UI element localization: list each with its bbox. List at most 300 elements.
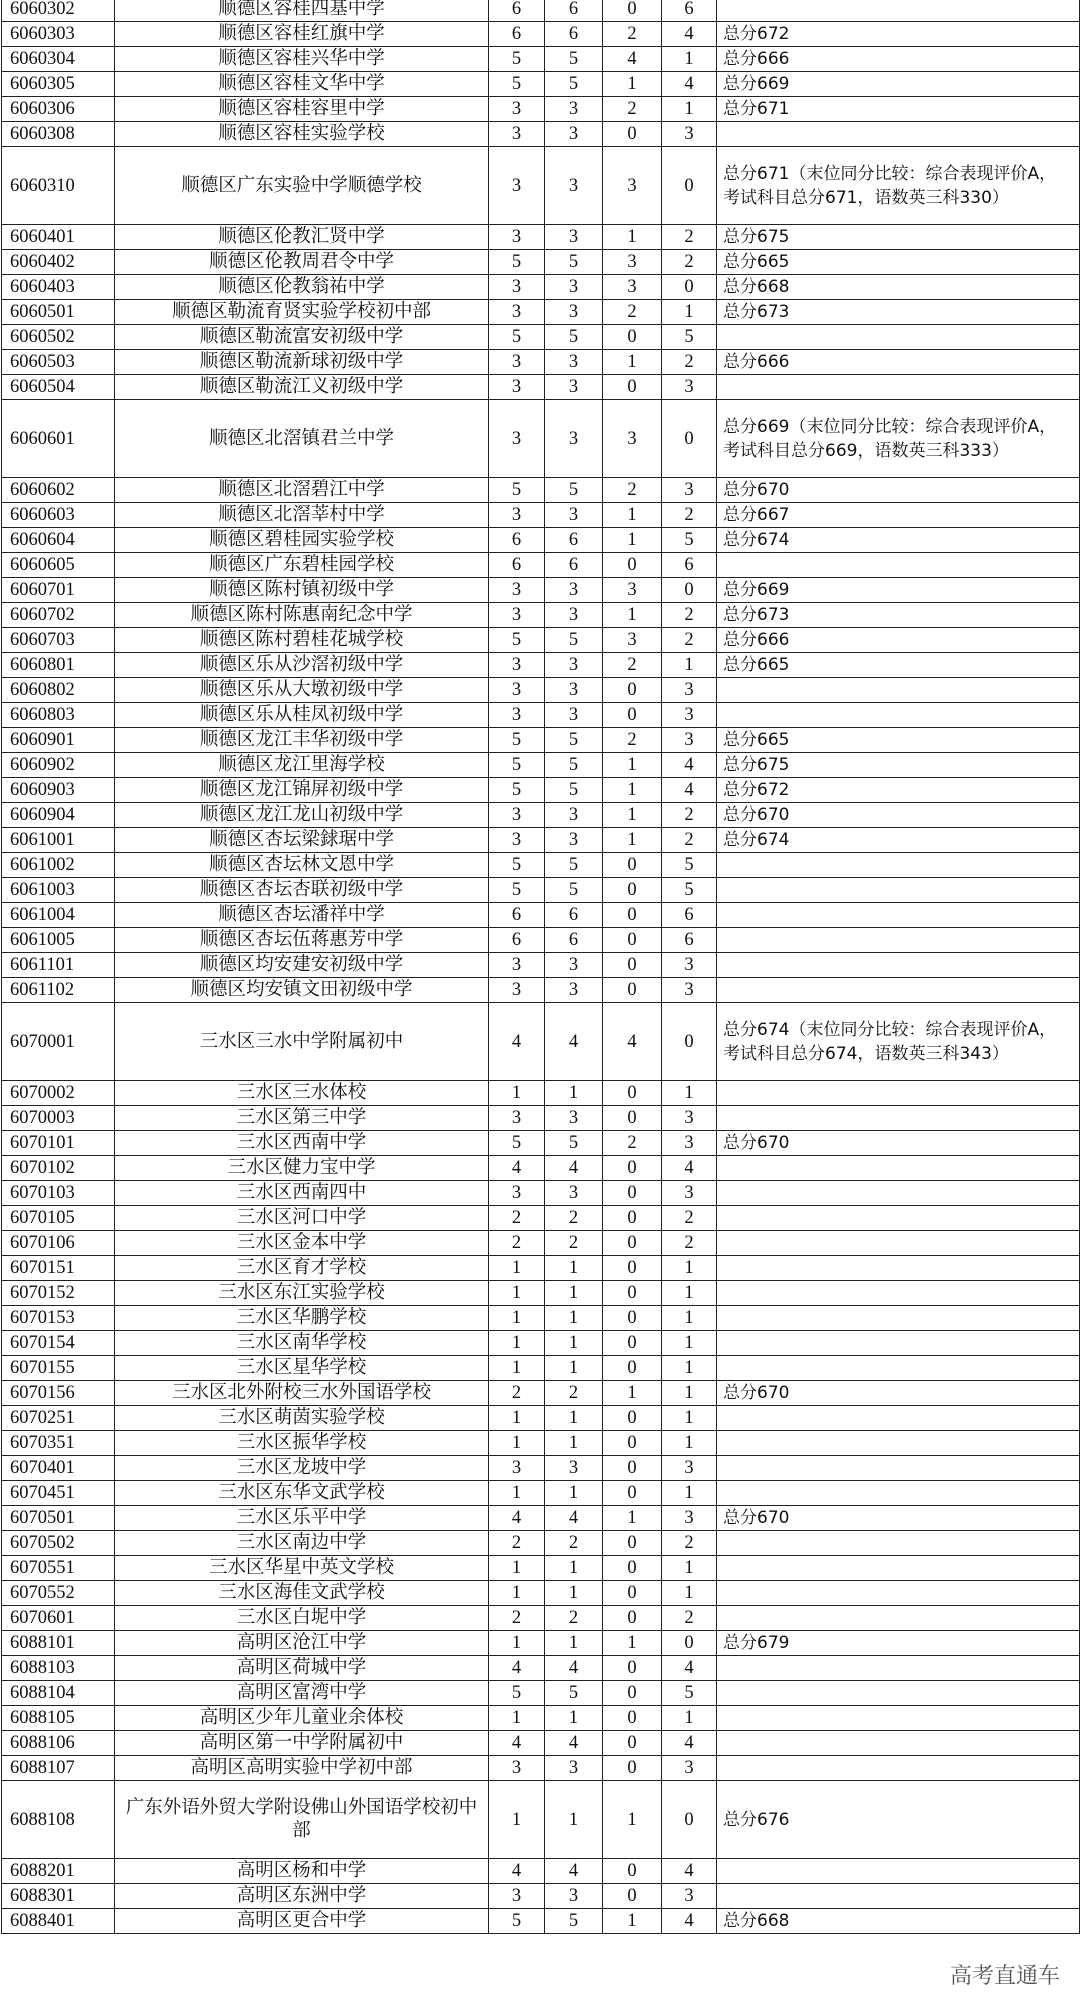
admitted-count-b-cell: 3: [662, 1456, 717, 1481]
remark-cell: 总分670: [717, 803, 1080, 828]
remark-cell: 总分665: [717, 653, 1080, 678]
quota-cell: 3: [489, 803, 545, 828]
school-code-cell: 6060604: [2, 528, 115, 553]
admitted-count-a-cell: 1: [603, 1631, 662, 1656]
school-code-cell: 6060304: [2, 47, 115, 72]
admitted-count-b-cell: 1: [662, 1331, 717, 1356]
total-admitted-cell: 2: [545, 1231, 603, 1256]
quota-cell: 2: [489, 1231, 545, 1256]
admitted-count-a-cell: 3: [603, 275, 662, 300]
table-row: [2, 903, 1080, 928]
admitted-count-a-cell: 4: [603, 47, 662, 72]
total-admitted-cell: 2: [545, 1606, 603, 1631]
school-name-cell: 三水区华鹏学校: [115, 1306, 489, 1331]
school-code-cell: 6070153: [2, 1306, 115, 1331]
table-row: [2, 0, 1080, 22]
total-admitted-cell: 1: [545, 1256, 603, 1281]
admitted-count-a-cell: 2: [603, 97, 662, 122]
school-code-cell: 6060803: [2, 703, 115, 728]
school-name-cell: 顺德区容桂红旗中学: [115, 22, 489, 47]
admitted-count-b-cell: 3: [662, 1181, 717, 1206]
total-admitted-cell: 5: [545, 753, 603, 778]
total-admitted-cell: 1: [545, 1581, 603, 1606]
quota-cell: 3: [489, 653, 545, 678]
table-row: [2, 1756, 1080, 1781]
table-row: [2, 1581, 1080, 1606]
school-code-cell: 6060302: [2, 0, 115, 22]
school-code-cell: 6070551: [2, 1556, 115, 1581]
remark-cell: [717, 325, 1080, 350]
quota-cell: 6: [489, 0, 545, 22]
quota-cell: 3: [489, 400, 545, 478]
school-name-cell: 顺德区陈村陈惠南纪念中学: [115, 603, 489, 628]
school-code-cell: 6070103: [2, 1181, 115, 1206]
admitted-count-a-cell: 1: [603, 350, 662, 375]
school-code-cell: 6088201: [2, 1859, 115, 1884]
remark-cell: 总分670: [717, 478, 1080, 503]
school-name-cell: 顺德区碧桂园实验学校: [115, 528, 489, 553]
school-name-cell: 顺德区伦教汇贤中学: [115, 225, 489, 250]
school-name-cell: 三水区星华学校: [115, 1356, 489, 1381]
school-code-cell: 6088107: [2, 1756, 115, 1781]
remark-cell: [717, 1656, 1080, 1681]
total-admitted-cell: 4: [545, 1859, 603, 1884]
total-admitted-cell: 2: [545, 1206, 603, 1231]
school-code-cell: 6070001: [2, 1003, 115, 1081]
total-admitted-cell: 3: [545, 122, 603, 147]
quota-cell: 6: [489, 553, 545, 578]
school-code-cell: 6060702: [2, 603, 115, 628]
total-admitted-cell: 1: [545, 1081, 603, 1106]
admitted-count-b-cell: 1: [662, 1481, 717, 1506]
admitted-count-a-cell: 0: [603, 1156, 662, 1181]
admitted-count-a-cell: 0: [603, 1206, 662, 1231]
quota-cell: 5: [489, 325, 545, 350]
admitted-count-a-cell: 0: [603, 325, 662, 350]
total-admitted-cell: 5: [545, 1131, 603, 1156]
school-code-cell: 6060802: [2, 678, 115, 703]
total-admitted-cell: 6: [545, 22, 603, 47]
total-admitted-cell: 1: [545, 1356, 603, 1381]
admitted-count-b-cell: 3: [662, 1106, 717, 1131]
quota-cell: 5: [489, 628, 545, 653]
school-name-cell: 三水区北外附校三水外国语学校: [115, 1381, 489, 1406]
admitted-count-a-cell: 1: [603, 828, 662, 853]
admitted-count-a-cell: 0: [603, 1581, 662, 1606]
table-row: [2, 1331, 1080, 1356]
total-admitted-cell: 1: [545, 1706, 603, 1731]
school-name-cell: 顺德区容桂四基中学: [115, 0, 489, 22]
admitted-count-b-cell: 1: [662, 1256, 717, 1281]
admitted-count-a-cell: 1: [603, 1506, 662, 1531]
school-code-cell: 6088101: [2, 1631, 115, 1656]
total-admitted-cell: 1: [545, 1431, 603, 1456]
table-row: [2, 375, 1080, 400]
remark-cell: 总分668: [717, 1909, 1080, 1934]
total-admitted-cell: 3: [545, 1756, 603, 1781]
table-row: [2, 928, 1080, 953]
table-row: [2, 753, 1080, 778]
total-admitted-cell: 5: [545, 1681, 603, 1706]
quota-cell: 6: [489, 528, 545, 553]
table-row: [2, 1356, 1080, 1381]
remark-cell: [717, 122, 1080, 147]
admitted-count-a-cell: 0: [603, 903, 662, 928]
admitted-count-a-cell: 1: [603, 1909, 662, 1934]
school-name-cell: 三水区东华文武学校: [115, 1481, 489, 1506]
school-name-cell: 高明区高明实验中学初中部: [115, 1756, 489, 1781]
table-row: [2, 678, 1080, 703]
school-name-cell: 三水区龙坡中学: [115, 1456, 489, 1481]
quota-cell: 1: [489, 1256, 545, 1281]
quota-cell: 3: [489, 1456, 545, 1481]
quota-cell: 2: [489, 1381, 545, 1406]
quota-cell: 1: [489, 1781, 545, 1859]
quota-cell: 5: [489, 478, 545, 503]
school-code-cell: 6060703: [2, 628, 115, 653]
school-code-cell: 6061102: [2, 978, 115, 1003]
admitted-count-a-cell: 0: [603, 1356, 662, 1381]
school-code-cell: 6070151: [2, 1256, 115, 1281]
admitted-count-a-cell: 0: [603, 1231, 662, 1256]
quota-cell: 3: [489, 147, 545, 225]
school-name-cell: 顺德区龙江龙山初级中学: [115, 803, 489, 828]
admitted-count-a-cell: 3: [603, 250, 662, 275]
remark-cell: [717, 903, 1080, 928]
school-code-cell: 6060504: [2, 375, 115, 400]
total-admitted-cell: 4: [545, 1731, 603, 1756]
admission-table: [1, 0, 1080, 1934]
admitted-count-a-cell: 0: [603, 1731, 662, 1756]
total-admitted-cell: 5: [545, 325, 603, 350]
table-row: [2, 1003, 1080, 1081]
quota-cell: 3: [489, 1756, 545, 1781]
table-row: [2, 325, 1080, 350]
table-row: [2, 853, 1080, 878]
school-code-cell: 6088104: [2, 1681, 115, 1706]
table-row: [2, 1281, 1080, 1306]
quota-cell: 5: [489, 728, 545, 753]
quota-cell: 5: [489, 1909, 545, 1934]
school-code-cell: 6060305: [2, 72, 115, 97]
total-admitted-cell: 3: [545, 603, 603, 628]
table-row: [2, 72, 1080, 97]
admitted-count-a-cell: 2: [603, 300, 662, 325]
admitted-count-b-cell: 1: [662, 47, 717, 72]
admitted-count-b-cell: 3: [662, 122, 717, 147]
admitted-count-a-cell: 0: [603, 1106, 662, 1131]
quota-cell: 3: [489, 703, 545, 728]
admitted-count-a-cell: 0: [603, 678, 662, 703]
school-name-cell: 三水区南边中学: [115, 1531, 489, 1556]
school-code-cell: 6088105: [2, 1706, 115, 1731]
admitted-count-b-cell: 3: [662, 1131, 717, 1156]
quota-cell: 5: [489, 853, 545, 878]
school-name-cell: 顺德区容桂文华中学: [115, 72, 489, 97]
total-admitted-cell: 3: [545, 578, 603, 603]
school-name-cell: 顺德区北滘镇君兰中学: [115, 400, 489, 478]
admitted-count-b-cell: 3: [662, 728, 717, 753]
quota-cell: 1: [489, 1431, 545, 1456]
remark-cell: 总分674（末位同分比较：综合表现评价A，考试科目总分674，语数英三科343）: [717, 1003, 1080, 1081]
table-row: [2, 1431, 1080, 1456]
quota-cell: 3: [489, 503, 545, 528]
admitted-count-b-cell: 6: [662, 903, 717, 928]
admitted-count-b-cell: 0: [662, 147, 717, 225]
school-code-cell: 6061003: [2, 878, 115, 903]
remark-cell: [717, 1256, 1080, 1281]
total-admitted-cell: 5: [545, 853, 603, 878]
admitted-count-a-cell: 0: [603, 1606, 662, 1631]
admitted-count-a-cell: 1: [603, 503, 662, 528]
table-row: [2, 47, 1080, 72]
admitted-count-b-cell: 2: [662, 503, 717, 528]
table-row: [2, 1531, 1080, 1556]
total-admitted-cell: 3: [545, 375, 603, 400]
admitted-count-b-cell: 5: [662, 528, 717, 553]
school-name-cell: 三水区育才学校: [115, 1256, 489, 1281]
quota-cell: 3: [489, 97, 545, 122]
admitted-count-a-cell: 0: [603, 1481, 662, 1506]
total-admitted-cell: 3: [545, 1456, 603, 1481]
remark-cell: [717, 553, 1080, 578]
remark-cell: [717, 1581, 1080, 1606]
admitted-count-a-cell: 3: [603, 628, 662, 653]
admitted-count-b-cell: 5: [662, 325, 717, 350]
total-admitted-cell: 5: [545, 728, 603, 753]
quota-cell: 1: [489, 1281, 545, 1306]
school-name-cell: 三水区三水中学附属初中: [115, 1003, 489, 1081]
school-code-cell: 6060308: [2, 122, 115, 147]
remark-cell: [717, 1281, 1080, 1306]
admitted-count-b-cell: 1: [662, 1306, 717, 1331]
total-admitted-cell: 4: [545, 1156, 603, 1181]
quota-cell: 4: [489, 1003, 545, 1081]
school-code-cell: 6061004: [2, 903, 115, 928]
total-admitted-cell: 1: [545, 1281, 603, 1306]
admitted-count-b-cell: 1: [662, 1706, 717, 1731]
school-code-cell: 6060901: [2, 728, 115, 753]
quota-cell: 5: [489, 47, 545, 72]
admitted-count-b-cell: 2: [662, 1606, 717, 1631]
quota-cell: 1: [489, 1631, 545, 1656]
admitted-count-b-cell: 4: [662, 72, 717, 97]
school-name-cell: 顺德区杏坛伍蒋惠芳中学: [115, 928, 489, 953]
total-admitted-cell: 1: [545, 1631, 603, 1656]
remark-cell: [717, 1306, 1080, 1331]
school-name-cell: 高明区荷城中学: [115, 1656, 489, 1681]
table-row: [2, 225, 1080, 250]
school-code-cell: 6061101: [2, 953, 115, 978]
admitted-count-b-cell: 1: [662, 1406, 717, 1431]
remark-cell: [717, 928, 1080, 953]
remark-cell: 总分666: [717, 350, 1080, 375]
school-code-cell: 6070002: [2, 1081, 115, 1106]
school-name-cell: 顺德区杏坛潘祥中学: [115, 903, 489, 928]
school-name-cell: 三水区健力宝中学: [115, 1156, 489, 1181]
school-code-cell: 6088301: [2, 1884, 115, 1909]
table-row: [2, 147, 1080, 225]
remark-cell: 总分670: [717, 1381, 1080, 1406]
admitted-count-a-cell: 0: [603, 1884, 662, 1909]
school-name-cell: 高明区东洲中学: [115, 1884, 489, 1909]
remark-cell: [717, 1406, 1080, 1431]
total-admitted-cell: 6: [545, 928, 603, 953]
quota-cell: 2: [489, 1606, 545, 1631]
admitted-count-a-cell: 1: [603, 603, 662, 628]
table-row: [2, 350, 1080, 375]
quota-cell: 1: [489, 1706, 545, 1731]
quota-cell: 4: [489, 1859, 545, 1884]
school-code-cell: 6060801: [2, 653, 115, 678]
remark-cell: [717, 878, 1080, 903]
quota-cell: 6: [489, 903, 545, 928]
quota-cell: 6: [489, 22, 545, 47]
school-code-cell: 6060605: [2, 553, 115, 578]
admitted-count-b-cell: 1: [662, 1581, 717, 1606]
total-admitted-cell: 6: [545, 528, 603, 553]
admitted-count-a-cell: 0: [603, 1681, 662, 1706]
school-name-cell: 顺德区伦教翁祐中学: [115, 275, 489, 300]
admitted-count-b-cell: 1: [662, 653, 717, 678]
school-name-cell: 三水区海佳文武学校: [115, 1581, 489, 1606]
school-code-cell: 6070552: [2, 1581, 115, 1606]
total-admitted-cell: 5: [545, 478, 603, 503]
table-row: [2, 803, 1080, 828]
remark-cell: [717, 1606, 1080, 1631]
remark-cell: [717, 1731, 1080, 1756]
admitted-count-b-cell: 5: [662, 1681, 717, 1706]
total-admitted-cell: 5: [545, 878, 603, 903]
quota-cell: 3: [489, 678, 545, 703]
school-code-cell: 6088106: [2, 1731, 115, 1756]
school-name-cell: 顺德区北滘莘村中学: [115, 503, 489, 528]
school-code-cell: 6070101: [2, 1131, 115, 1156]
table-row: [2, 653, 1080, 678]
remark-cell: 总分671: [717, 97, 1080, 122]
school-code-cell: 6060904: [2, 803, 115, 828]
quota-cell: 3: [489, 350, 545, 375]
total-admitted-cell: 5: [545, 778, 603, 803]
admitted-count-a-cell: 0: [603, 122, 662, 147]
table-row: [2, 1909, 1080, 1934]
school-name-cell: 高明区少年儿童业余体校: [115, 1706, 489, 1731]
admitted-count-a-cell: 0: [603, 1181, 662, 1206]
admitted-count-b-cell: 6: [662, 553, 717, 578]
table-row: [2, 1884, 1080, 1909]
admitted-count-a-cell: 0: [603, 1556, 662, 1581]
school-name-cell: 顺德区杏坛梁銶琚中学: [115, 828, 489, 853]
school-code-cell: 6060502: [2, 325, 115, 350]
school-name-cell: 三水区东江实验学校: [115, 1281, 489, 1306]
school-name-cell: 顺德区广东实验中学顺德学校: [115, 147, 489, 225]
school-code-cell: 6060503: [2, 350, 115, 375]
table-body: [2, 0, 1080, 1934]
admitted-count-b-cell: 4: [662, 778, 717, 803]
remark-cell: 总分676: [717, 1781, 1080, 1859]
remark-cell: 总分665: [717, 728, 1080, 753]
remark-cell: 总分673: [717, 300, 1080, 325]
school-code-cell: 6060303: [2, 22, 115, 47]
admitted-count-b-cell: 2: [662, 603, 717, 628]
total-admitted-cell: 3: [545, 803, 603, 828]
school-name-cell: 顺德区北滘碧江中学: [115, 478, 489, 503]
quota-cell: 3: [489, 375, 545, 400]
remark-cell: [717, 1859, 1080, 1884]
admitted-count-a-cell: 0: [603, 1331, 662, 1356]
remark-cell: [717, 1081, 1080, 1106]
school-name-cell: 三水区西南中学: [115, 1131, 489, 1156]
admitted-count-b-cell: 3: [662, 1506, 717, 1531]
remark-cell: [717, 1756, 1080, 1781]
total-admitted-cell: 3: [545, 147, 603, 225]
table-row: [2, 828, 1080, 853]
admitted-count-b-cell: 0: [662, 1003, 717, 1081]
school-name-cell: 顺德区容桂容里中学: [115, 97, 489, 122]
quota-cell: 3: [489, 1884, 545, 1909]
school-code-cell: 6061001: [2, 828, 115, 853]
total-admitted-cell: 3: [545, 1884, 603, 1909]
school-name-cell: 顺德区伦教周君令中学: [115, 250, 489, 275]
total-admitted-cell: 3: [545, 653, 603, 678]
school-name-cell: 顺德区龙江里海学校: [115, 753, 489, 778]
quota-cell: 4: [489, 1506, 545, 1531]
admitted-count-b-cell: 1: [662, 1356, 717, 1381]
remark-cell: [717, 1556, 1080, 1581]
remark-cell: [717, 1481, 1080, 1506]
school-name-cell: 顺德区广东碧桂园学校: [115, 553, 489, 578]
school-code-cell: 6061005: [2, 928, 115, 953]
school-name-cell: 顺德区乐从大墩初级中学: [115, 678, 489, 703]
table-row: [2, 1381, 1080, 1406]
table-row: [2, 1731, 1080, 1756]
total-admitted-cell: 3: [545, 1181, 603, 1206]
school-name-cell: 三水区振华学校: [115, 1431, 489, 1456]
total-admitted-cell: 1: [545, 1556, 603, 1581]
school-name-cell: 三水区萌茵实验学校: [115, 1406, 489, 1431]
admitted-count-a-cell: 2: [603, 653, 662, 678]
remark-cell: [717, 1181, 1080, 1206]
total-admitted-cell: 3: [545, 300, 603, 325]
remark-cell: 总分669（末位同分比较：综合表现评价A，考试科目总分669，语数英三科333）: [717, 400, 1080, 478]
total-admitted-cell: 5: [545, 1909, 603, 1934]
admitted-count-a-cell: 0: [603, 928, 662, 953]
table-row: [2, 250, 1080, 275]
remark-cell: 总分672: [717, 22, 1080, 47]
admitted-count-b-cell: 3: [662, 375, 717, 400]
quota-cell: 5: [489, 72, 545, 97]
total-admitted-cell: 1: [545, 1406, 603, 1431]
table-row: [2, 953, 1080, 978]
table-row: [2, 1306, 1080, 1331]
admitted-count-b-cell: 2: [662, 1206, 717, 1231]
remark-cell: [717, 1884, 1080, 1909]
total-admitted-cell: 3: [545, 97, 603, 122]
admitted-count-b-cell: 4: [662, 22, 717, 47]
admitted-count-a-cell: 1: [603, 778, 662, 803]
table-row: [2, 1106, 1080, 1131]
quota-cell: 1: [489, 1331, 545, 1356]
total-admitted-cell: 3: [545, 828, 603, 853]
table-row: [2, 728, 1080, 753]
quota-cell: 3: [489, 225, 545, 250]
table-row: [2, 300, 1080, 325]
remark-cell: 总分675: [717, 753, 1080, 778]
table-row: [2, 1206, 1080, 1231]
table-row: [2, 553, 1080, 578]
quota-cell: 5: [489, 778, 545, 803]
school-code-cell: 6060902: [2, 753, 115, 778]
